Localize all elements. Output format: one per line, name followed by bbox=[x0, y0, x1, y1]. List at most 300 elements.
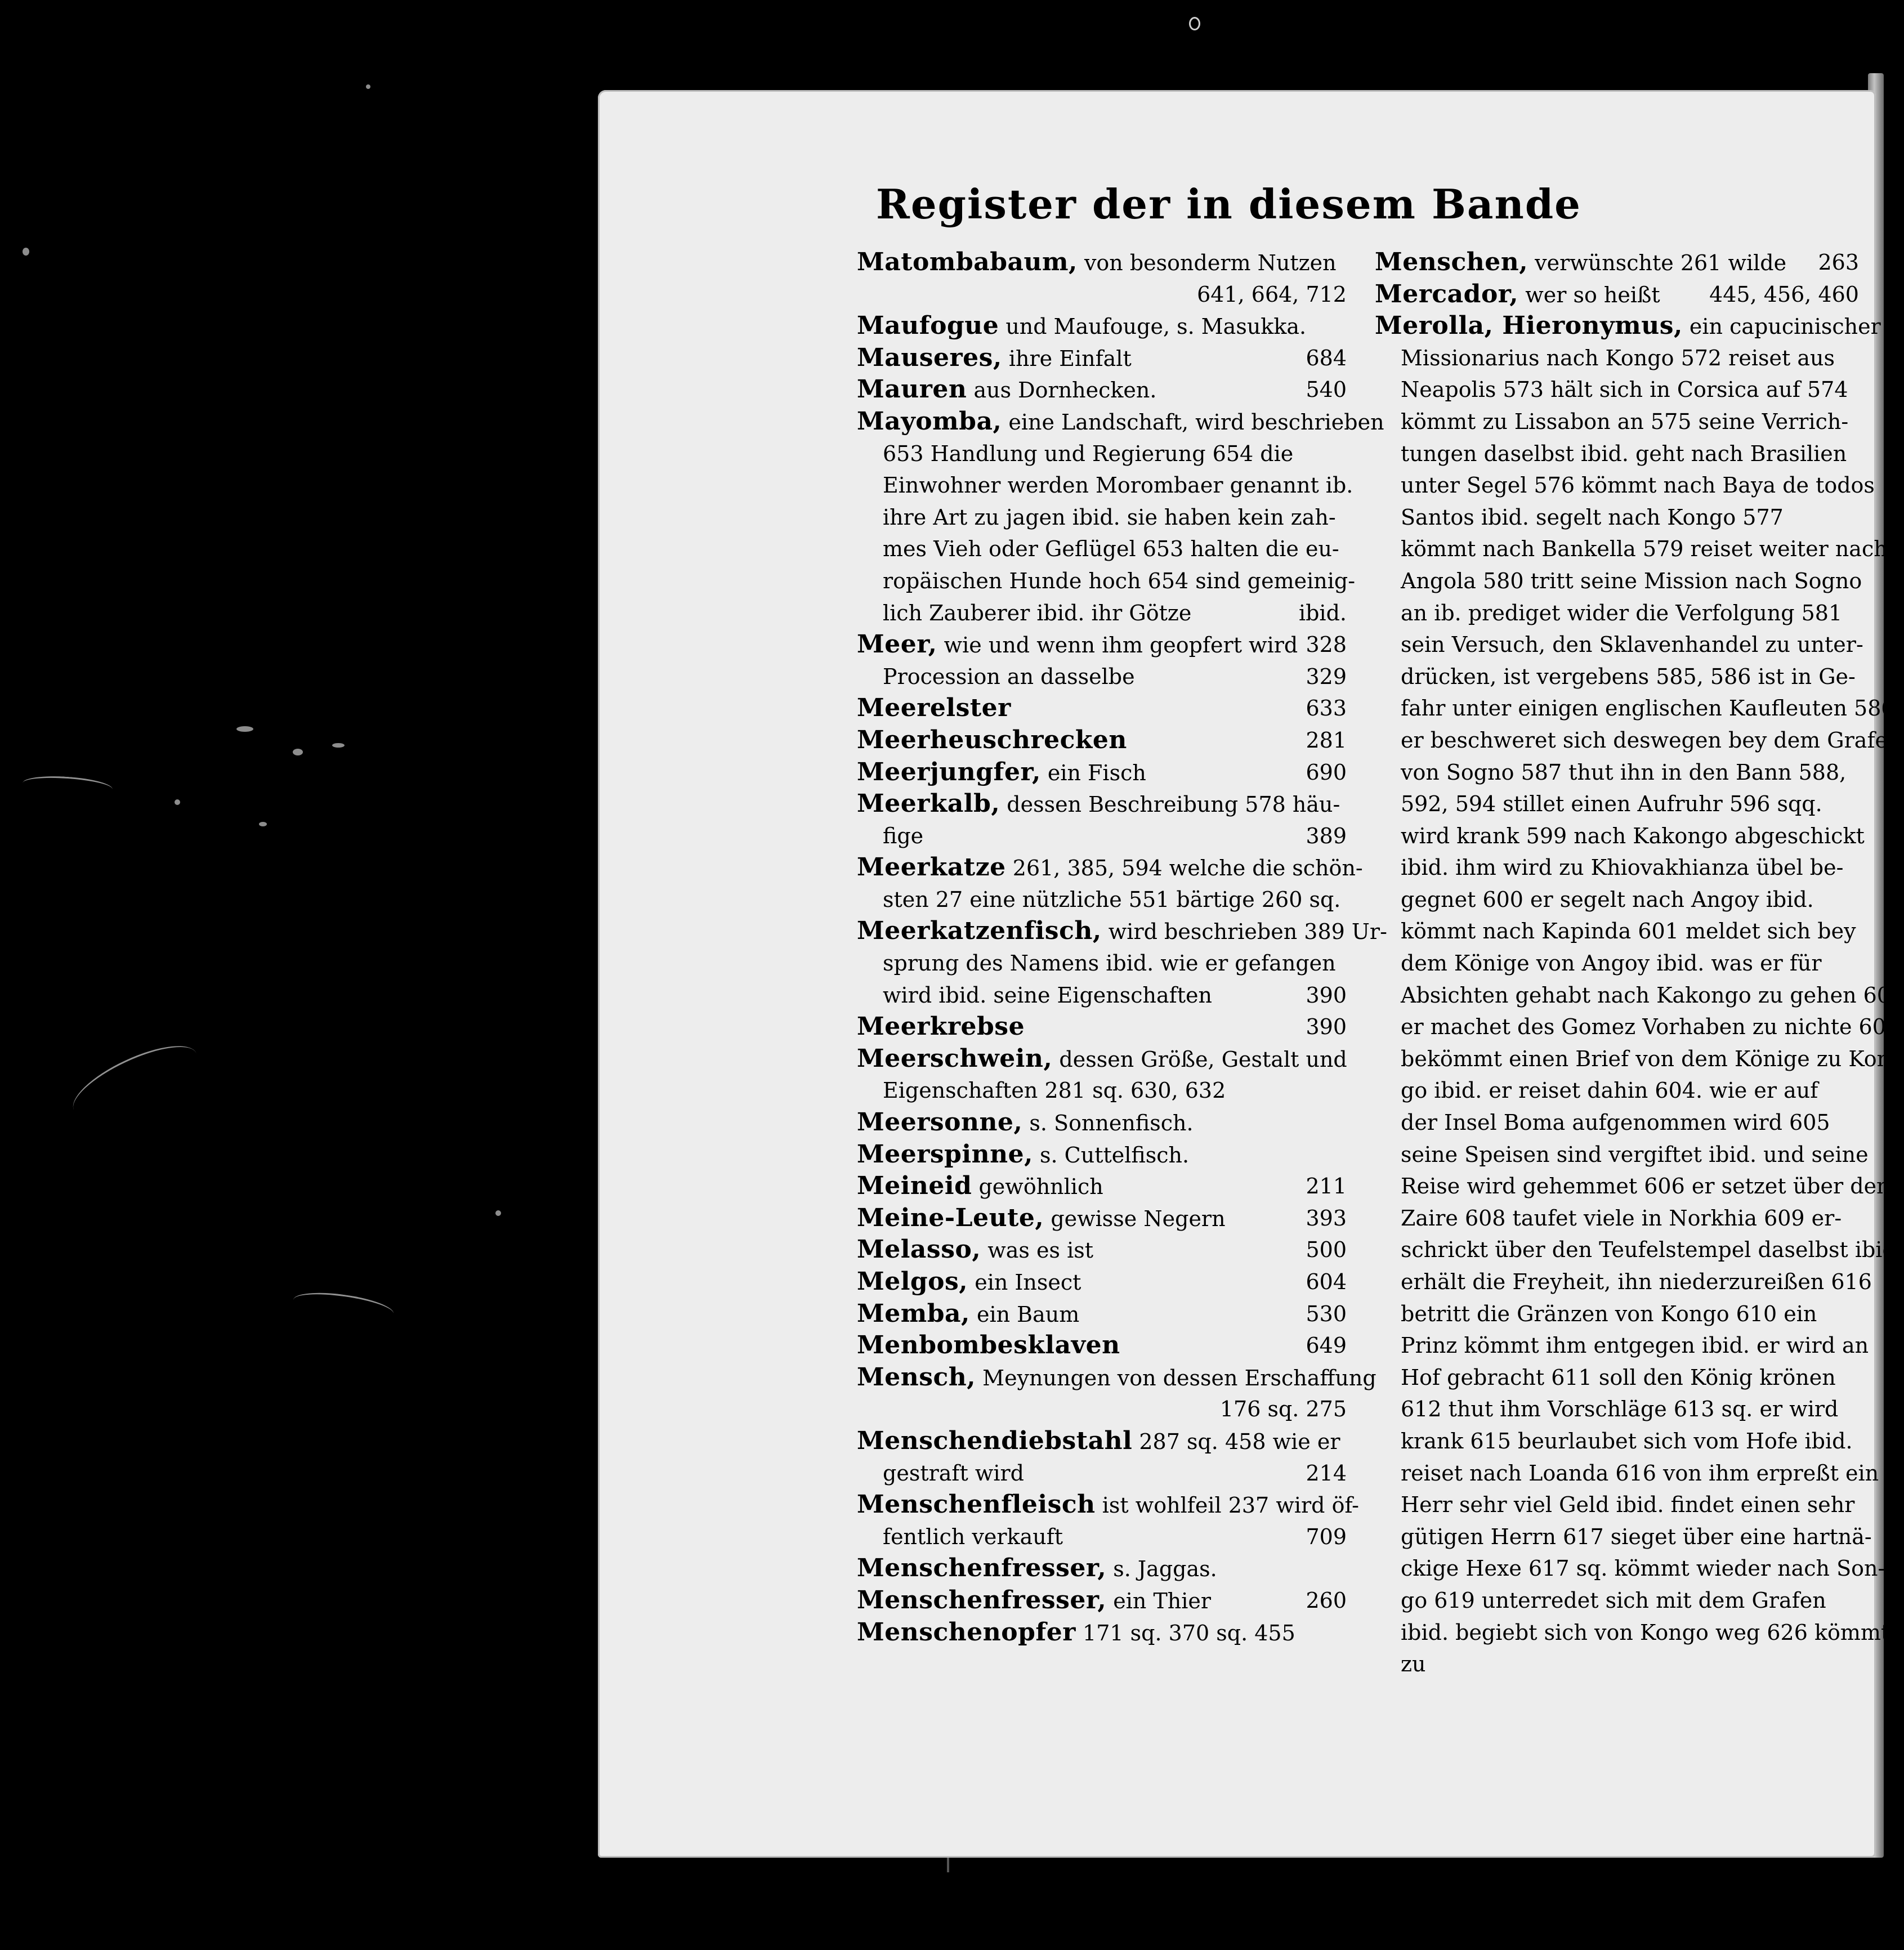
page-reference: 211 bbox=[1306, 1174, 1347, 1199]
register-entry-text: ibid. ihm wird zu Khiovakhianza übel be- bbox=[1401, 855, 1844, 880]
register-entry-text: ist wohlfeil 237 wird öf- bbox=[1102, 1493, 1359, 1518]
register-line bbox=[857, 980, 1347, 1012]
register-line-text bbox=[1375, 247, 1786, 279]
register-line bbox=[857, 1075, 1347, 1107]
register-entry-text: drücken, ist vergebens 585, 586 ist in Ge- bbox=[1401, 664, 1856, 689]
page-reference: 390 bbox=[1306, 982, 1347, 1008]
register-headword: Mauseres, bbox=[857, 343, 1002, 372]
register-line bbox=[1375, 565, 1862, 597]
register-entry-text: go ibid. er reiset dahin 604. wie er auf bbox=[1401, 1078, 1818, 1103]
register-line-text bbox=[883, 565, 1355, 597]
register-headword: Matombabaum, bbox=[857, 248, 1078, 276]
register-line bbox=[857, 1425, 1347, 1457]
register-line-text bbox=[857, 1202, 1226, 1235]
page-reference: 214 bbox=[1306, 1460, 1347, 1486]
register-entry-text: s. Jaggas. bbox=[1113, 1557, 1217, 1582]
register-line bbox=[857, 565, 1356, 597]
register-line-text bbox=[883, 1457, 1024, 1490]
register-line bbox=[857, 469, 1353, 502]
register-entry-text: ckige Hexe 617 sq. kömmt wieder nach Son- bbox=[1401, 1556, 1885, 1581]
register-line bbox=[857, 1617, 1347, 1649]
register-line-text bbox=[1375, 279, 1660, 311]
register-line-text bbox=[857, 915, 1387, 948]
register-line-text bbox=[883, 884, 1340, 916]
register-line-text bbox=[1401, 1489, 1854, 1521]
page-reference: 633 bbox=[1306, 696, 1347, 721]
register-entry-text: verwünschte 261 wilde bbox=[1535, 251, 1787, 275]
register-entry-text: gewöhnlich bbox=[978, 1174, 1103, 1200]
register-line bbox=[857, 915, 1387, 947]
page-reference: 649 bbox=[1306, 1333, 1347, 1358]
register-line-text bbox=[1401, 406, 1848, 438]
page-reference: 263 bbox=[1818, 250, 1859, 275]
register-line bbox=[1375, 1330, 1869, 1362]
page-reference: 540 bbox=[1306, 377, 1347, 402]
register-line bbox=[1375, 1202, 1859, 1235]
register-line-text bbox=[1401, 1170, 1890, 1202]
register-headword: Menschenfresser, bbox=[857, 1585, 1107, 1614]
register-headword: Menschenfleisch bbox=[857, 1490, 1096, 1519]
register-line bbox=[1375, 374, 1859, 406]
register-entry-text: ihre Einfalt bbox=[1008, 346, 1132, 371]
register-entry-text: 287 sq. 458 wie er bbox=[1139, 1429, 1340, 1454]
register-line bbox=[1375, 1362, 1859, 1394]
register-line-text bbox=[1401, 1266, 1872, 1298]
register-headword: Menbombesklaven bbox=[857, 1331, 1120, 1360]
page-reference: 604 bbox=[1306, 1269, 1347, 1294]
register-line-text bbox=[1401, 724, 1902, 757]
register-line bbox=[1375, 1266, 1872, 1298]
register-line bbox=[857, 1043, 1347, 1075]
register-line-text bbox=[1401, 565, 1862, 597]
register-line-text bbox=[1401, 1139, 1869, 1171]
book-page bbox=[598, 90, 1904, 1858]
register-line bbox=[1375, 1234, 1903, 1266]
register-line-text bbox=[883, 980, 1212, 1012]
register-entry-text: kömmt zu Lissabon an 575 seine Verrich- bbox=[1401, 409, 1849, 434]
page-reference: 281 bbox=[1306, 727, 1347, 753]
register-line-text bbox=[883, 438, 1293, 470]
register-line bbox=[857, 852, 1363, 884]
register-line-text bbox=[857, 1330, 1120, 1362]
register-entry-text: Neapolis 573 hält sich in Corsica auf 574 bbox=[1401, 377, 1848, 402]
register-line bbox=[857, 788, 1347, 820]
register-line-text bbox=[857, 852, 1363, 884]
register-headword: Maufogue bbox=[857, 311, 999, 341]
register-line-text bbox=[1375, 310, 1881, 343]
register-line-text bbox=[883, 502, 1336, 534]
page-reference: 393 bbox=[1306, 1205, 1347, 1231]
register-line bbox=[1375, 502, 1859, 534]
register-entry-text: mes Vieh oder Geflügel 653 halten die eu- bbox=[883, 536, 1339, 562]
register-line-text bbox=[1401, 884, 1814, 916]
dust-speck bbox=[236, 726, 253, 732]
register-headword: Melgos, bbox=[857, 1267, 968, 1296]
register-line-text bbox=[857, 1139, 1189, 1171]
dust-speck bbox=[366, 84, 370, 89]
register-headword: Mayomba, bbox=[857, 406, 1002, 436]
register-line-text bbox=[1401, 661, 1856, 693]
register-line-text bbox=[1401, 1043, 1898, 1075]
register-line-text bbox=[883, 820, 923, 852]
page-reference: 684 bbox=[1306, 345, 1347, 370]
register-line bbox=[857, 1521, 1347, 1553]
register-line bbox=[857, 724, 1347, 757]
register-entry-text: wird beschrieben 389 Ur- bbox=[1108, 919, 1387, 945]
register-entry-text: wird krank 599 nach Kakongo abgeschickt bbox=[1401, 823, 1865, 848]
register-headword: Merolla, Hieronymus, bbox=[1375, 311, 1683, 341]
register-entry-text: ihre Art zu jagen ibid. sie haben kein zah- bbox=[883, 504, 1336, 530]
register-line-text bbox=[1401, 1648, 1426, 1680]
register-line-text bbox=[1401, 788, 1822, 820]
register-line bbox=[1375, 629, 1863, 661]
register-entry-text: Absichten gehabt nach Kakongo zu gehen 602 bbox=[1401, 982, 1904, 1008]
register-entry-text: gütigen Herrn 617 sieget über eine hartnä- bbox=[1401, 1524, 1872, 1549]
register-line-text bbox=[857, 342, 1132, 375]
register-entry-text: ein Insect bbox=[975, 1270, 1081, 1295]
page-reference: ibid. bbox=[1298, 600, 1347, 625]
register-headword: Meerkrebse bbox=[857, 1012, 1025, 1041]
register-entry-text: lich Zauberer ibid. ihr Götze bbox=[883, 600, 1192, 625]
register-line bbox=[857, 884, 1347, 916]
register-line-text bbox=[1401, 1330, 1869, 1362]
register-entry-text: sten 27 eine nützliche 551 bärtige 260 sq. bbox=[883, 887, 1341, 912]
register-entry-text: Herr sehr viel Geld ibid. findet einen sehr bbox=[1401, 1492, 1855, 1518]
register-headword: Meerelster bbox=[857, 694, 1011, 723]
register-entry-text: gegnet 600 er segelt nach Angoy ibid. bbox=[1401, 887, 1814, 912]
register-headword: Mauren bbox=[857, 375, 967, 404]
register-line bbox=[1375, 692, 1895, 724]
dust-speck bbox=[293, 749, 303, 755]
register-entry-text: Einwohner werden Morombaer genannt ib. bbox=[883, 473, 1353, 498]
register-line bbox=[857, 406, 1384, 438]
register-entry-text: ein Fisch bbox=[1047, 760, 1146, 785]
page-reference: 390 bbox=[1306, 1014, 1347, 1040]
dust-speck bbox=[259, 822, 267, 826]
register-line-text bbox=[857, 1617, 1295, 1649]
register-entry-text: von Sogno 587 thut ihn in den Bann 588, bbox=[1401, 759, 1847, 785]
register-entry-text: 592, 594 stillet einen Aufruhr 596 sqq. bbox=[1401, 791, 1822, 817]
register-line-text bbox=[1401, 692, 1895, 724]
register-line bbox=[1375, 1139, 1869, 1171]
register-headword: Meer, bbox=[857, 630, 937, 659]
register-line-text bbox=[1401, 342, 1835, 374]
register-entry-text: eine Landschaft, wird beschrieben bbox=[1008, 409, 1384, 435]
register-line bbox=[1375, 724, 1902, 757]
register-entry-text: seine Speisen sind vergiftet ibid. und seine bbox=[1401, 1142, 1869, 1167]
register-line bbox=[1375, 1107, 1859, 1139]
register-headword: Mensch, bbox=[857, 1362, 976, 1392]
register-line bbox=[857, 342, 1347, 374]
register-line-text bbox=[1401, 947, 1822, 980]
register-entry-text: krank 615 beurlaubet sich vom Hofe ibid. bbox=[1401, 1428, 1853, 1453]
page-reference: 641, 664, 712 bbox=[1197, 281, 1347, 307]
register-line bbox=[857, 502, 1347, 534]
register-entry-text: Procession an dasselbe bbox=[883, 664, 1135, 689]
register-line-text bbox=[857, 1170, 1103, 1203]
register-entry-text: ein capucinischer bbox=[1689, 314, 1881, 339]
register-entry-text: dessen Größe, Gestalt und bbox=[1059, 1046, 1347, 1072]
register-line-text bbox=[883, 947, 1336, 980]
register-entry-text: Prinz kömmt ihm entgegen ibid. er wird an bbox=[1401, 1333, 1869, 1358]
register-line bbox=[857, 247, 1347, 279]
register-line-text bbox=[857, 1234, 1093, 1267]
register-line bbox=[1375, 1170, 1890, 1202]
register-line-text bbox=[1401, 1202, 1842, 1235]
register-line-text bbox=[883, 661, 1135, 693]
page-reference: 709 bbox=[1306, 1524, 1347, 1549]
register-entry-text: von besonderm Nutzen bbox=[1084, 251, 1337, 275]
register-line-text bbox=[1401, 1234, 1903, 1266]
register-entry-text: gewisse Negern bbox=[1051, 1206, 1226, 1231]
register-line-text bbox=[857, 1043, 1347, 1076]
left-column bbox=[857, 247, 1387, 1648]
register-line bbox=[857, 374, 1347, 406]
register-line bbox=[857, 1107, 1347, 1139]
register-line-text bbox=[857, 1425, 1340, 1458]
register-entry-text: an ib. prediget wider die Verfolgung 581 bbox=[1401, 600, 1843, 625]
register-entry-text: er machet des Gomez Vorhaben zu nichte 603 bbox=[1401, 1014, 1900, 1040]
register-entry-text: wer so heißt bbox=[1525, 282, 1660, 307]
page-reference: 260 bbox=[1306, 1587, 1347, 1613]
register-line bbox=[1375, 1298, 1859, 1330]
register-line bbox=[1375, 1617, 1890, 1649]
page-reference: 690 bbox=[1306, 759, 1347, 785]
register-entry-text: fahr unter einigen englischen Kaufleuten 586 bbox=[1401, 696, 1895, 721]
register-entry-text: wird ibid. seine Eigenschaften bbox=[883, 982, 1212, 1008]
register-line bbox=[1375, 247, 1859, 279]
register-line-text bbox=[1401, 852, 1843, 884]
register-line bbox=[1375, 1553, 1885, 1585]
register-line bbox=[857, 533, 1347, 565]
register-entry-text: 612 thut ihm Vorschläge 613 sq. er wird bbox=[1401, 1397, 1839, 1422]
register-line bbox=[857, 1362, 1376, 1394]
register-entry-text: und Maufouge, s. Masukka. bbox=[1005, 314, 1307, 339]
register-line-text bbox=[857, 1011, 1025, 1044]
register-line-text bbox=[1401, 502, 1784, 534]
page-title: Register der in diesem Bande bbox=[876, 180, 1581, 228]
register-line bbox=[1375, 1043, 1898, 1075]
register-line-text bbox=[857, 1553, 1217, 1585]
register-line-text bbox=[1401, 915, 1856, 947]
register-line bbox=[857, 692, 1347, 724]
register-line bbox=[857, 1170, 1347, 1202]
register-line-text bbox=[1401, 1457, 1879, 1490]
dust-speck bbox=[332, 743, 345, 748]
register-line-text bbox=[1401, 1393, 1838, 1425]
register-entry-text: ropäischen Hunde hoch 654 sind gemeinig- bbox=[883, 568, 1356, 593]
register-entry-text: dessen Beschreibung 578 häu- bbox=[1007, 792, 1340, 817]
register-line-text bbox=[1401, 980, 1904, 1012]
register-line bbox=[1375, 406, 1859, 438]
register-entry-text: aus Dornhecken. bbox=[973, 378, 1157, 403]
register-line-text bbox=[857, 692, 1011, 725]
register-line bbox=[857, 1393, 1347, 1425]
register-entry-text: Meynungen von dessen Erschaffung bbox=[982, 1365, 1376, 1390]
page-reference: 500 bbox=[1306, 1237, 1347, 1263]
register-entry-text: go 619 unterredet sich mit dem Grafen bbox=[1401, 1587, 1826, 1613]
register-line bbox=[857, 1266, 1347, 1298]
register-entry-text: Zaire 608 taufet viele in Norkhia 609 er- bbox=[1401, 1205, 1842, 1231]
register-headword: Memba, bbox=[857, 1299, 970, 1328]
register-line-text bbox=[857, 1298, 1079, 1331]
register-entry-text: reiset nach Loanda 616 von ihm erpreßt ein bbox=[1401, 1460, 1879, 1486]
register-line bbox=[857, 947, 1347, 980]
register-entry-text: s. Cuttelfisch. bbox=[1040, 1142, 1190, 1168]
register-line-text bbox=[883, 1521, 1063, 1553]
register-line-text bbox=[883, 1075, 1226, 1107]
register-entry-text: dem Könige von Angoy ibid. was er für bbox=[1401, 951, 1822, 976]
register-line-text bbox=[857, 1107, 1194, 1139]
register-line bbox=[1375, 533, 1888, 565]
register-line bbox=[1375, 1425, 1859, 1457]
register-line bbox=[1375, 1011, 1900, 1043]
register-headword: Meerjungfer, bbox=[857, 757, 1041, 786]
register-entry-text: schrickt über den Teufelstempel daselbst ibid. bbox=[1401, 1237, 1903, 1263]
register-line-text bbox=[857, 788, 1340, 821]
register-line-text bbox=[857, 310, 1306, 343]
register-line bbox=[857, 310, 1347, 342]
register-headword: Meine-Leute, bbox=[857, 1203, 1044, 1232]
register-line-text bbox=[1401, 1617, 1889, 1649]
register-headword: Meerkatze bbox=[857, 853, 1006, 882]
register-headword: Menschenfresser, bbox=[857, 1554, 1107, 1583]
register-entry-text: der Insel Boma aufgenommen wird 605 bbox=[1401, 1110, 1830, 1135]
scratch-mark bbox=[22, 773, 113, 798]
register-line-text bbox=[1401, 374, 1848, 406]
register-line bbox=[857, 1457, 1347, 1490]
scratch-mark bbox=[64, 1032, 207, 1131]
register-line-text bbox=[857, 757, 1146, 789]
page-reference: 328 bbox=[1306, 632, 1347, 658]
register-line bbox=[1375, 438, 1859, 470]
register-line bbox=[1375, 1489, 1859, 1521]
register-line-text bbox=[857, 1489, 1359, 1522]
register-line-text bbox=[857, 247, 1337, 279]
register-entry-text: fentlich verkauft bbox=[883, 1524, 1063, 1549]
page-reference: 389 bbox=[1306, 823, 1347, 848]
register-line bbox=[1375, 1648, 1859, 1680]
register-line-text bbox=[1401, 1521, 1872, 1553]
register-entry-text: 653 Handlung und Regierung 654 die bbox=[883, 441, 1294, 466]
register-line-text bbox=[1401, 1298, 1817, 1330]
register-entry-text: sprung des Namens ibid. wie er gefangen bbox=[883, 951, 1336, 976]
register-entry-text: er beschweret sich deswegen bey dem Grafen bbox=[1401, 727, 1902, 753]
register-entry-text: erhält die Freyheit, ihn niederzureißen 616 bbox=[1401, 1269, 1872, 1294]
register-line-text bbox=[857, 724, 1127, 757]
register-headword: Meerkalb, bbox=[857, 789, 1000, 819]
register-headword: Meerspinne, bbox=[857, 1139, 1033, 1169]
register-entry-text: 261, 385, 594 welche die schön- bbox=[1012, 856, 1363, 881]
register-line-text bbox=[1401, 438, 1847, 470]
register-line bbox=[1375, 469, 1875, 502]
register-entry-text: ein Thier bbox=[1113, 1588, 1212, 1613]
register-entry-text: zu bbox=[1401, 1652, 1426, 1677]
register-entry-text: Reise wird gehemmet 606 er setzet über den bbox=[1401, 1174, 1890, 1199]
register-entry-text: betritt die Gränzen von Kongo 610 ein bbox=[1401, 1301, 1817, 1326]
register-entry-text: wie und wenn ihm geopfert wird bbox=[944, 633, 1298, 658]
register-line bbox=[1375, 757, 1859, 789]
register-entry-text: unter Segel 576 kömmt nach Baya de todos bbox=[1401, 473, 1875, 498]
register-headword: Meerkatzenfisch, bbox=[857, 916, 1102, 946]
scan-edge-mark bbox=[1189, 17, 1200, 30]
register-line bbox=[857, 757, 1347, 789]
register-line bbox=[857, 1011, 1347, 1043]
register-line-text bbox=[1401, 1425, 1853, 1457]
register-line bbox=[1375, 915, 1859, 947]
register-line-text bbox=[1401, 820, 1865, 852]
register-line bbox=[857, 1553, 1347, 1585]
register-line bbox=[1375, 884, 1859, 916]
register-line bbox=[857, 438, 1347, 470]
page-reference: 445, 456, 460 bbox=[1709, 281, 1859, 307]
register-headword: Mercador, bbox=[1375, 279, 1519, 308]
register-line-text bbox=[1401, 469, 1875, 502]
page-reference: 176 sq. 275 bbox=[1219, 1397, 1347, 1422]
register-entry-text: Angola 580 tritt seine Mission nach Sogno bbox=[1401, 568, 1862, 593]
register-line-text bbox=[883, 533, 1339, 565]
page-mark bbox=[947, 1858, 949, 1872]
register-line bbox=[857, 597, 1347, 629]
register-entry-text: Santos ibid. segelt nach Kongo 577 bbox=[1401, 504, 1784, 530]
register-line bbox=[1375, 852, 1859, 884]
register-line bbox=[857, 1330, 1347, 1362]
register-headword: Menschendiebstahl bbox=[857, 1426, 1133, 1455]
register-line bbox=[857, 1489, 1359, 1521]
register-entry-text: ein Baum bbox=[976, 1302, 1080, 1327]
register-line-text bbox=[883, 597, 1191, 629]
register-line bbox=[857, 661, 1347, 693]
register-line-text bbox=[1401, 757, 1846, 789]
register-headword: Menschen, bbox=[1375, 248, 1528, 276]
register-entry-text: Missionarius nach Kongo 572 reiset aus bbox=[1401, 345, 1835, 370]
register-entry-text: s. Sonnenfisch. bbox=[1029, 1111, 1194, 1136]
register-line bbox=[857, 1234, 1347, 1266]
register-entry-text: ibid. begiebt sich von Kongo weg 626 kömmt bbox=[1401, 1620, 1890, 1645]
register-entry-text: tungen daselbst ibid. geht nach Brasilien bbox=[1401, 441, 1847, 466]
register-entry-text: gestraft wird bbox=[883, 1460, 1024, 1486]
dust-speck bbox=[175, 799, 180, 805]
register-headword: Menschenopfer bbox=[857, 1617, 1076, 1647]
register-line bbox=[857, 279, 1347, 311]
register-headword: Melasso, bbox=[857, 1235, 981, 1264]
dust-speck bbox=[23, 248, 29, 256]
register-line bbox=[1375, 1075, 1859, 1107]
register-headword: Meineid bbox=[857, 1171, 972, 1201]
register-line bbox=[1375, 342, 1859, 374]
register-line bbox=[857, 1202, 1347, 1235]
register-entry-text: kömmt nach Bankella 579 reiset weiter nach bbox=[1401, 536, 1888, 562]
register-line bbox=[1375, 820, 1865, 852]
register-line-text bbox=[857, 1266, 1081, 1299]
register-line bbox=[1375, 1585, 1859, 1617]
register-line-text bbox=[1401, 1553, 1885, 1585]
register-entry-text: fige bbox=[883, 823, 924, 848]
register-line bbox=[1375, 1393, 1859, 1425]
register-entry-text: bekömmt einen Brief von dem Könige zu Kon- bbox=[1401, 1046, 1898, 1071]
register-line-text bbox=[1401, 1362, 1836, 1394]
register-line bbox=[857, 1139, 1347, 1171]
register-line bbox=[1375, 788, 1859, 820]
register-entry-text: sein Versuch, den Sklavenhandel zu unter- bbox=[1401, 632, 1863, 658]
register-line bbox=[1375, 310, 1881, 342]
register-line-text bbox=[1401, 533, 1888, 565]
register-line bbox=[1375, 279, 1859, 311]
register-line-text bbox=[1401, 597, 1842, 629]
dust-speck bbox=[495, 1210, 501, 1216]
register-line-text bbox=[883, 469, 1353, 502]
register-line-text bbox=[1401, 1011, 1899, 1043]
